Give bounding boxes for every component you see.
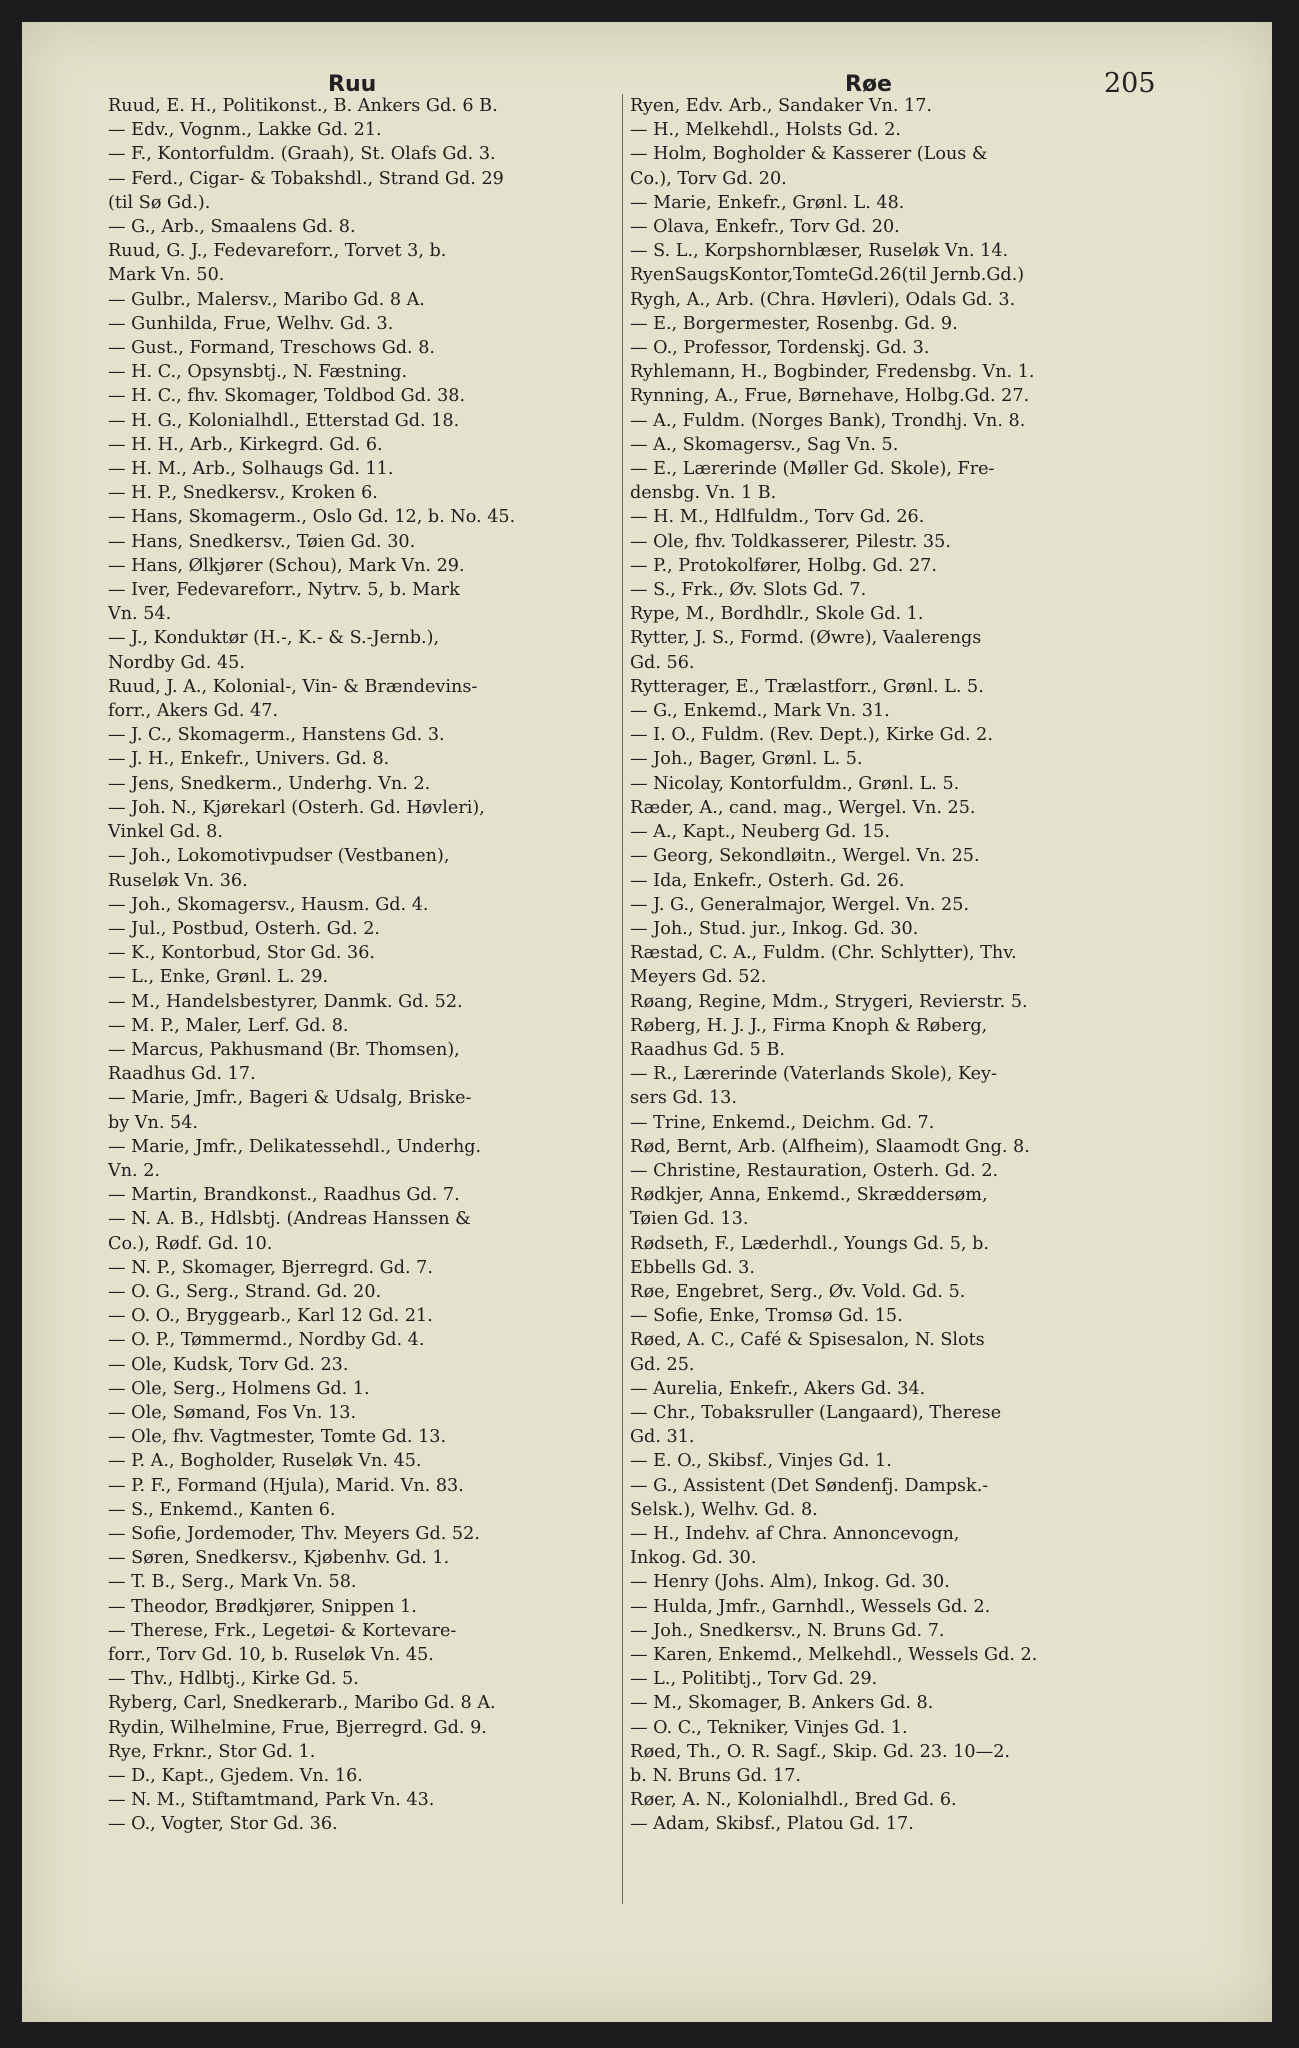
directory-entry-line: Røang, Regine, Mdm., Strygeri, Revierstr. 5. (630, 991, 1028, 1012)
page-number: 205 (1104, 68, 1156, 99)
directory-entry-line: — Ole, Kudsk, Torv Gd. 23. (108, 1354, 349, 1375)
directory-entry-line: Ebbells Gd. 3. (630, 1257, 755, 1278)
directory-entry-line: — D., Kapt., Gjedem. Vn. 16. (108, 1766, 363, 1787)
directory-entry-line: b. N. Bruns Gd. 17. (630, 1766, 802, 1787)
directory-entry-line: — S. L., Korpshornblæser, Ruseløk Vn. 14. (630, 241, 1009, 262)
directory-entry-line: forr., Torv Gd. 10, b. Ruseløk Vn. 45. (108, 1645, 434, 1665)
directory-entry-line: Ruseløk Vn. 36. (108, 870, 248, 891)
directory-entry-line: — E. O., Skibsf., Vinjes Gd. 1. (630, 1451, 892, 1472)
directory-entry-line: Raadhus Gd. 5 B. (630, 1039, 785, 1060)
directory-entry-line: — G., Arb., Smaalens Gd. 8. (108, 217, 356, 238)
directory-entry-line: — H. M., Hdlfuldm., Torv Gd. 26. (630, 507, 925, 528)
directory-entry-line: Rødseth, F., Læderhdl., Youngs Gd. 5, b. (630, 1233, 989, 1254)
directory-entry-line: — Marie, Enkefr., Grønl. L. 48. (630, 192, 905, 213)
directory-entry-line: Rygh, A., Arb. (Chra. Høvleri), Odals Gd. 3. (630, 289, 1016, 310)
directory-entry-line: — Jens, Snedkerm., Underhg. Vn. 2. (108, 773, 431, 794)
directory-entry-line: — Joh., Snedkersv., N. Bruns Gd. 7. (630, 1620, 945, 1641)
directory-entry-line: — H., Melkehdl., Holsts Gd. 2. (630, 120, 902, 141)
directory-entry-line: — G., Enkemd., Mark Vn. 31. (630, 701, 890, 722)
directory-entry-line: — Sofie, Enke, Tromsø Gd. 15. (630, 1306, 903, 1327)
directory-entry-line: — O. P., Tømmermd., Nordby Gd. 4. (108, 1330, 425, 1351)
directory-entry-line: — Adam, Skibsf., Platou Gd. 17. (630, 1814, 914, 1835)
directory-entry-line: — N. P., Skomager, Bjerregrd. Gd. 7. (108, 1257, 433, 1278)
directory-entry-line: — Gust., Formand, Treschows Gd. 8. (108, 338, 435, 359)
directory-entry-line: — K., Kontorbud, Stor Gd. 36. (108, 943, 376, 964)
directory-entry-line: — Karen, Enkemd., Melkehdl., Wessels Gd. 2. (630, 1645, 1038, 1665)
directory-entry-line: — H. C., Opsynsbtj., N. Fæstning. (108, 362, 408, 383)
directory-entry-line: — T. B., Serg., Mark Vn. 58. (108, 1572, 357, 1593)
directory-entry-line: — A., Kapt., Neuberg Gd. 15. (630, 822, 890, 843)
directory-entry-line: — Edv., Vognm., Lakke Gd. 21. (108, 120, 382, 141)
directory-entry-line: — Ole, Serg., Holmens Gd. 1. (108, 1378, 370, 1399)
directory-entry-line: — Henry (Johs. Alm), Inkog. Gd. 30. (630, 1572, 950, 1593)
directory-entry-line: Røed, Th., O. R. Sagf., Skip. Gd. 23. 10—2. (630, 1741, 1010, 1762)
column-divider (622, 94, 623, 1904)
directory-entry-line: Rye, Frknr., Stor Gd. 1. (108, 1741, 316, 1762)
directory-entry-line: — Hans, Snedkersv., Tøien Gd. 30. (108, 531, 416, 552)
directory-entry-line: — N. M., Stiftamtmand, Park Vn. 43. (108, 1790, 435, 1811)
directory-entry-line: — Christine, Restauration, Osterh. Gd. 2. (630, 1160, 999, 1181)
directory-entry-line: — Ole, Sømand, Fos Vn. 13. (108, 1402, 357, 1423)
directory-entry-line: — J., Konduktør (H.-, K.- & S.-Jernb.), (108, 628, 440, 649)
directory-entry-line: Ræstad, C. A., Fuldm. (Chr. Schlytter), Thv. (630, 943, 1017, 964)
directory-entry-line: — H. P., Snedkersv., Kroken 6. (108, 483, 378, 504)
right-column (630, 94, 1140, 1837)
directory-entry-line: — J. C., Skomagerm., Hanstens Gd. 3. (108, 725, 445, 746)
directory-entry-line: Vinkel Gd. 8. (108, 822, 223, 843)
directory-entry-line: — Joh., Skomagersv., Hausm. Gd. 4. (108, 894, 429, 915)
directory-entry-line: — F., Kontorfuldm. (Graah), St. Olafs Gd. 3. (108, 144, 496, 165)
directory-entry-line: — J. H., Enkefr., Univers. Gd. 8. (108, 749, 390, 770)
directory-entry-line: — O., Vogter, Stor Gd. 36. (108, 1814, 338, 1835)
directory-entry-line: — Holm, Bogholder & Kasserer (Lous & (630, 144, 988, 165)
directory-entry-line: Ruud, J. A., Kolonial-, Vin- & Brændevins- (108, 676, 478, 697)
directory-entry-line: Rød, Bernt, Arb. (Alfheim), Slaamodt Gng. 8. (630, 1136, 1030, 1157)
directory-entry-line: — E., Lærerinde (Møller Gd. Skole), Fre- (630, 459, 995, 480)
directory-entry-line: — H. H., Arb., Kirkegrd. Gd. 6. (108, 434, 383, 455)
directory-entry-line: — L., Enke, Grønl. L. 29. (108, 967, 329, 988)
directory-entry-line: Co.), Rødf. Gd. 10. (108, 1233, 273, 1254)
directory-entry-line: — H. G., Kolonialhdl., Etterstad Gd. 18. (108, 410, 460, 431)
directory-entry-line: — Joh., Lokomotivpudser (Vestbanen), (108, 846, 450, 867)
directory-entry-line: — S., Enkemd., Kanten 6. (108, 1499, 336, 1520)
directory-entry-line: Co.), Torv Gd. 20. (630, 168, 787, 189)
directory-entry-line: Inkog. Gd. 30. (630, 1548, 757, 1569)
directory-entry-line: — Hans, Skomagerm., Oslo Gd. 12, b. No. 45. (108, 507, 516, 528)
directory-entry-line: — Ole, fhv. Vagtmester, Tomte Gd. 13. (108, 1427, 447, 1448)
directory-entry-line: — M., Skomager, B. Ankers Gd. 8. (630, 1693, 934, 1714)
directory-entry-line: Røed, A. C., Café & Spisesalon, N. Slots (630, 1330, 985, 1351)
directory-entry-line: Gd. 31. (630, 1427, 695, 1448)
directory-entry-line: Rytter, J. S., Formd. (Øwre), Vaalerengs (630, 628, 982, 649)
directory-entry-line: Ryhlemann, H., Bogbinder, Fredensbg. Vn. 1. (630, 362, 1035, 383)
directory-entry-line: — Hans, Ølkjører (Schou), Mark Vn. 29. (108, 555, 465, 576)
directory-entry-line: Nordby Gd. 45. (108, 652, 245, 673)
directory-entry-line: — Georg, Sekondløitn., Wergel. Vn. 25. (630, 846, 980, 867)
directory-entry-line: — Hulda, Jmfr., Garnhdl., Wessels Gd. 2. (630, 1596, 991, 1617)
directory-entry-line: Gd. 25. (630, 1354, 695, 1375)
directory-entry-line: — P., Protokolfører, Holbg. Gd. 27. (630, 555, 937, 576)
directory-entry-line: — Aurelia, Enkefr., Akers Gd. 34. (630, 1378, 926, 1399)
directory-entry-line: — Ole, fhv. Toldkasserer, Pilestr. 35. (630, 531, 951, 552)
directory-entry-line: — H. C., fhv. Skomager, Toldbod Gd. 38. (108, 386, 466, 407)
directory-entry-line: Selsk.), Welhv. Gd. 8. (630, 1499, 818, 1520)
directory-entry-line: — H. M., Arb., Solhaugs Gd. 11. (108, 459, 394, 480)
directory-entry-line: Ryberg, Carl, Snedkerarb., Maribo Gd. 8 A. (108, 1693, 496, 1714)
running-head-left: Ruu (328, 72, 377, 97)
directory-entry-line: Mark Vn. 50. (108, 265, 225, 286)
directory-entry-line: — J. G., Generalmajor, Wergel. Vn. 25. (630, 894, 970, 915)
directory-entry-line: Røe, Engebret, Serg., Øv. Vold. Gd. 5. (630, 1281, 966, 1302)
directory-entry-line: forr., Akers Gd. 47. (108, 701, 279, 722)
directory-entry-line: Raadhus Gd. 17. (108, 1064, 256, 1085)
directory-entry-line: — Marie, Jmfr., Delikatessehdl., Underhg. (108, 1136, 482, 1157)
directory-entry-line: — Gunhilda, Frue, Welhv. Gd. 3. (108, 313, 394, 334)
directory-entry-line: Rype, M., Bordhdlr., Skole Gd. 1. (630, 604, 924, 625)
directory-entry-line: — Olava, Enkefr., Torv Gd. 20. (630, 217, 900, 238)
directory-entry-line: — P. A., Bogholder, Ruseløk Vn. 45. (108, 1451, 422, 1472)
directory-entry-line: Røer, A. N., Kolonialhdl., Bred Gd. 6. (630, 1790, 957, 1811)
directory-entry-line: Røberg, H. J. J., Firma Knoph & Røberg, (630, 1015, 988, 1036)
directory-entry-line: Vn. 54. (108, 604, 172, 625)
directory-entry-line: — Marie, Jmfr., Bageri & Udsalg, Briske- (108, 1088, 472, 1109)
directory-entry-line: — A., Skomagersv., Sag Vn. 5. (630, 434, 899, 455)
directory-entry-line: — Thv., Hdlbtj., Kirke Gd. 5. (108, 1669, 359, 1690)
directory-entry-line: — Chr., Tobaksruller (Langaard), Therese (630, 1402, 1002, 1423)
directory-entry-line: — M., Handelsbestyrer, Danmk. Gd. 52. (108, 991, 463, 1012)
directory-entry-line: Ruud, G. J., Fedevareforr., Torvet 3, b. (108, 241, 447, 262)
left-column (108, 94, 618, 1837)
directory-entry-line: — Iver, Fedevareforr., Nytrv. 5, b. Mark (108, 580, 460, 601)
directory-entry-line: Ryen, Edv. Arb., Sandaker Vn. 17. (630, 96, 933, 116)
directory-entry-line: — Ida, Enkefr., Osterh. Gd. 26. (630, 870, 905, 891)
directory-entry-line: — Joh., Bager, Grønl. L. 5. (630, 749, 863, 770)
directory-entry-line: — Theodor, Brødkjører, Snippen 1. (108, 1596, 417, 1617)
directory-entry-line: — Gulbr., Malersv., Maribo Gd. 8 A. (108, 289, 425, 310)
directory-entry-line: — O., Professor, Tordenskj. Gd. 3. (630, 338, 930, 359)
running-head-right: Røe (845, 72, 892, 97)
directory-entry-line: Rynning, A., Frue, Børnehave, Holbg.Gd. 27. (630, 386, 1030, 407)
directory-entry-line: — L., Politibtj., Torv Gd. 29. (630, 1669, 878, 1690)
directory-entry-line: — M. P., Maler, Lerf. Gd. 8. (108, 1015, 349, 1036)
directory-entry-line: — O. O., Bryggearb., Karl 12 Gd. 21. (108, 1306, 433, 1327)
directory-entry-line: sers Gd. 13. (630, 1088, 737, 1109)
directory-entry-line: Ruud, E. H., Politikonst., B. Ankers Gd. 6 B. (108, 96, 498, 116)
directory-entry-line: — H., Indehv. af Chra. Annoncevogn, (630, 1523, 960, 1544)
directory-entry-line: — G., Assistent (Det Søndenfj. Dampsk.- (630, 1475, 989, 1496)
directory-entry-line: — Joh. N., Kjørekarl (Osterh. Gd. Høvleri), (108, 797, 485, 818)
directory-entry-line: Ræder, A., cand. mag., Wergel. Vn. 25. (630, 797, 976, 818)
directory-entry-line: — Søren, Snedkersv., Kjøbenhv. Gd. 1. (108, 1548, 450, 1569)
directory-entry-line: by Vn. 54. (108, 1112, 198, 1133)
directory-entry-line: — P. F., Formand (Hjula), Marid. Vn. 83. (108, 1475, 464, 1496)
directory-entry-line: Meyers Gd. 52. (630, 967, 767, 988)
directory-entry-line: Gd. 56. (630, 652, 695, 673)
directory-entry-line: — S., Frk., Øv. Slots Gd. 7. (630, 580, 867, 601)
directory-entry-line: — Jul., Postbud, Osterh. Gd. 2. (108, 918, 380, 939)
directory-entry-line: — Martin, Brandkonst., Raadhus Gd. 7. (108, 1185, 460, 1206)
directory-entry-line: (til Sø Gd.). (108, 192, 211, 213)
directory-entry-line: — Therese, Frk., Legetøi- & Kortevare- (108, 1620, 457, 1641)
directory-entry-line: Vn. 2. (108, 1160, 161, 1181)
directory-entry-line: — I. O., Fuldm. (Rev. Dept.), Kirke Gd. 2. (630, 725, 993, 746)
directory-entry-line: Tøien Gd. 13. (630, 1209, 749, 1230)
directory-entry-line: RyenSaugsKontor,TomteGd.26(til Jernb.Gd.) (630, 265, 1025, 286)
directory-entry-line: densbg. Vn. 1 B. (630, 483, 777, 504)
directory-entry-line: Rødkjer, Anna, Enkemd., Skræddersøm, (630, 1185, 988, 1206)
directory-entry-line: Rytterager, E., Trælastforr., Grønl. L. 5. (630, 676, 984, 697)
directory-entry-line: — R., Lærerinde (Vaterlands Skole), Key- (630, 1064, 997, 1085)
directory-entry-line: — Ferd., Cigar- & Tobakshdl., Strand Gd. 29 (108, 168, 504, 189)
directory-entry-line: — N. A. B., Hdlsbtj. (Andreas Hanssen & (108, 1209, 471, 1230)
directory-entry-line: — Sofie, Jordemoder, Thv. Meyers Gd. 52. (108, 1523, 480, 1544)
directory-entry-line: — E., Borgermester, Rosenbg. Gd. 9. (630, 313, 958, 334)
directory-entry-line: — O. G., Serg., Strand. Gd. 20. (108, 1281, 382, 1302)
directory-entry-line: — Trine, Enkemd., Deichm. Gd. 7. (630, 1112, 935, 1133)
directory-entry-line: Rydin, Wilhelmine, Frue, Bjerregrd. Gd. 9. (108, 1717, 487, 1738)
directory-entry-line: — Marcus, Pakhusmand (Br. Thomsen), (108, 1039, 460, 1060)
directory-entry-line: — Joh., Stud. jur., Inkog. Gd. 30. (630, 918, 919, 939)
directory-entry-line: — Nicolay, Kontorfuldm., Grønl. L. 5. (630, 773, 960, 794)
directory-entry-line: — A., Fuldm. (Norges Bank), Trondhj. Vn. 8. (630, 410, 1026, 431)
directory-entry-line: — O. C., Tekniker, Vinjes Gd. 1. (630, 1717, 908, 1738)
